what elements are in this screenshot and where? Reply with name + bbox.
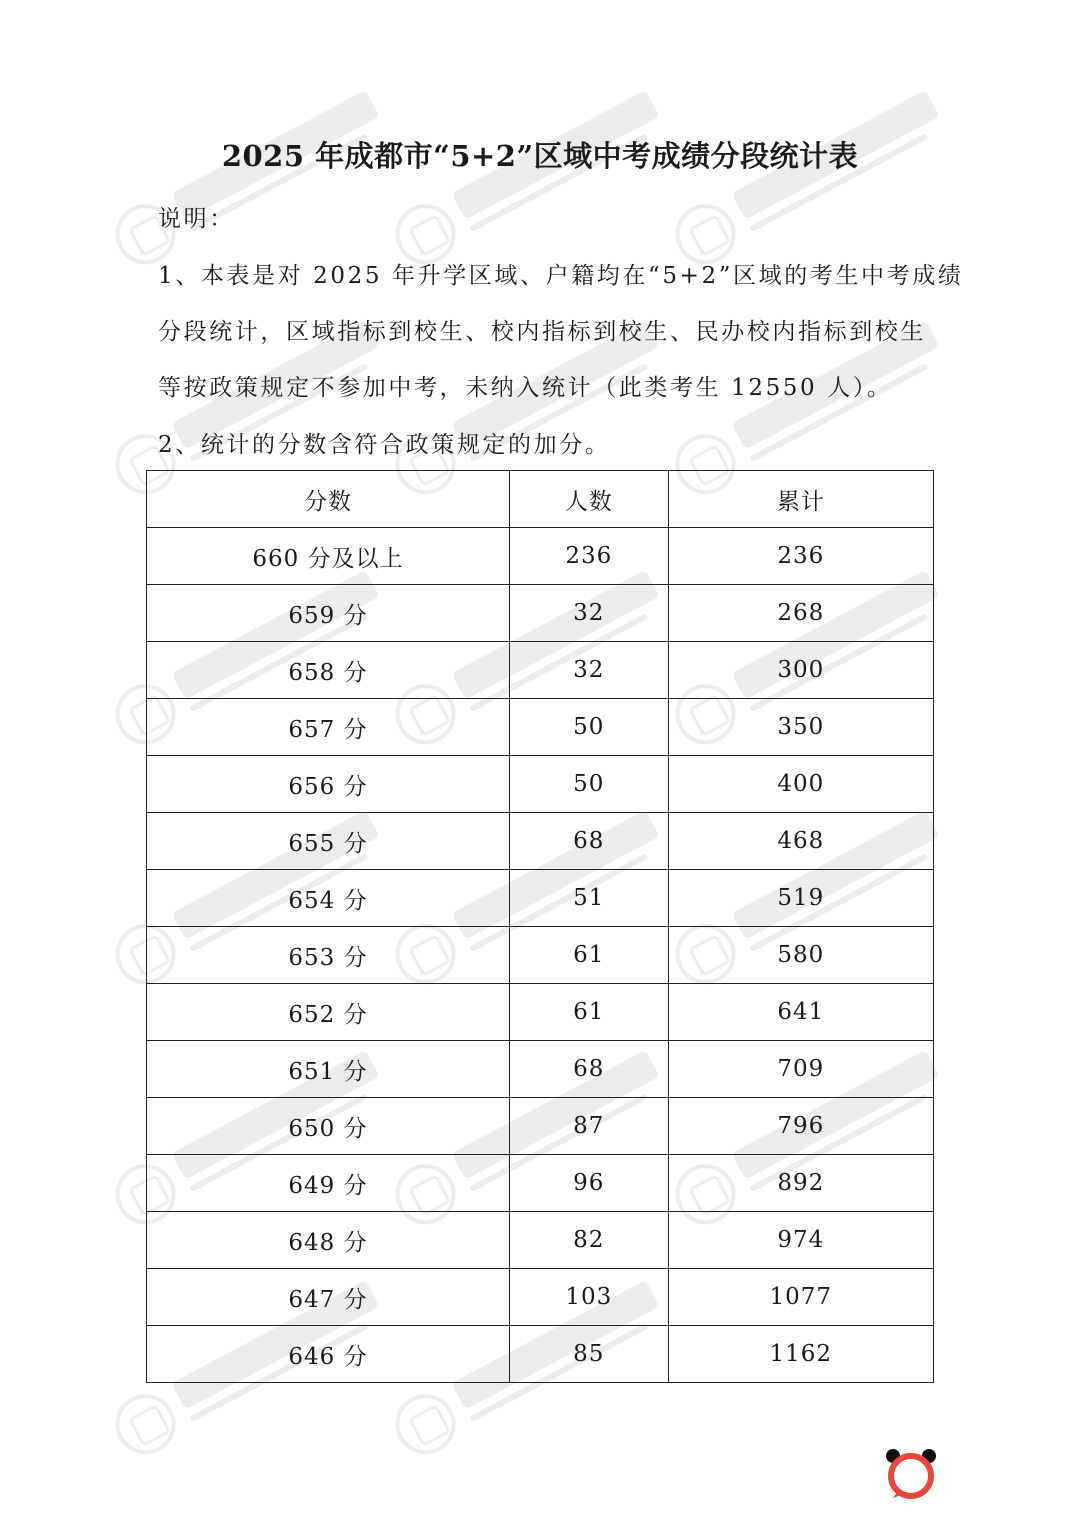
table-row [147, 984, 934, 1041]
note-line-3: 等按政策规定不参加中考，未纳入统计（此类考生 12550 人）。 [158, 375, 893, 401]
count-cell: 61 [509, 984, 668, 1041]
cumulative-cell: 300 [668, 642, 933, 699]
cumulative-cell: 268 [668, 585, 933, 642]
cumulative-cell: 1077 [668, 1269, 933, 1326]
count-cell: 68 [509, 1041, 668, 1098]
app-logo-icon [884, 1447, 938, 1501]
count-cell: 32 [509, 642, 668, 699]
count-cell: 96 [509, 1155, 668, 1212]
count-cell: 82 [509, 1212, 668, 1269]
note-line-4: 2、统计的分数含符合政策规定的加分。 [158, 432, 611, 458]
cumulative-cell: 974 [668, 1212, 933, 1269]
count-cell: 61 [509, 927, 668, 984]
header-cumulative: 累计 [668, 471, 933, 528]
count-cell: 50 [509, 756, 668, 813]
table-header-row [147, 471, 934, 528]
document-title: 2025 年成都市“5+2”区域中考成绩分段统计表 [221, 139, 859, 173]
score-cell: 651 分 [147, 1041, 510, 1098]
score-distribution-table [146, 470, 934, 1383]
cumulative-cell: 519 [668, 870, 933, 927]
cumulative-cell: 641 [668, 984, 933, 1041]
count-cell: 68 [509, 813, 668, 870]
cumulative-cell: 468 [668, 813, 933, 870]
cumulative-cell: 892 [668, 1155, 933, 1212]
header-score: 分数 [147, 471, 510, 528]
cumulative-cell: 350 [668, 699, 933, 756]
score-cell: 658 分 [147, 642, 510, 699]
score-cell: 659 分 [147, 585, 510, 642]
count-cell: 51 [509, 870, 668, 927]
count-cell: 236 [509, 528, 668, 585]
table-row [147, 1212, 934, 1269]
score-cell: 648 分 [147, 1212, 510, 1269]
score-cell: 654 分 [147, 870, 510, 927]
score-cell: 657 分 [147, 699, 510, 756]
score-cell: 649 分 [147, 1155, 510, 1212]
count-cell: 50 [509, 699, 668, 756]
score-cell: 653 分 [147, 927, 510, 984]
table-row [147, 813, 934, 870]
cumulative-cell: 709 [668, 1041, 933, 1098]
score-cell: 656 分 [147, 756, 510, 813]
table-row [147, 642, 934, 699]
table-row [147, 756, 934, 813]
score-cell: 646 分 [147, 1326, 510, 1383]
cumulative-cell: 580 [668, 927, 933, 984]
table-row [147, 1155, 934, 1212]
cumulative-cell: 236 [668, 528, 933, 585]
count-cell: 103 [509, 1269, 668, 1326]
table-row [147, 1098, 934, 1155]
table-row [147, 1326, 934, 1383]
score-cell: 660 分及以上 [147, 528, 510, 585]
table-row [147, 1269, 934, 1326]
cumulative-cell: 796 [668, 1098, 933, 1155]
notes-heading: 说明： [158, 206, 235, 232]
table-row [147, 1041, 934, 1098]
table-row [147, 528, 934, 585]
cumulative-cell: 400 [668, 756, 933, 813]
count-cell: 85 [509, 1326, 668, 1383]
cumulative-cell: 1162 [668, 1326, 933, 1383]
table-row [147, 870, 934, 927]
table-row [147, 585, 934, 642]
count-cell: 32 [509, 585, 668, 642]
score-cell: 655 分 [147, 813, 510, 870]
score-cell: 652 分 [147, 984, 510, 1041]
table-row [147, 699, 934, 756]
score-cell: 650 分 [147, 1098, 510, 1155]
header-count: 人数 [509, 471, 668, 528]
note-line-1: 1、本表是对 2025 年升学区域、户籍均在“5+2”区域的考生中考成绩 [158, 263, 964, 289]
score-cell: 647 分 [147, 1269, 510, 1326]
table-row [147, 927, 934, 984]
count-cell: 87 [509, 1098, 668, 1155]
note-line-2: 分段统计，区域指标到校生、校内指标到校生、民办校内指标到校生 [158, 319, 926, 345]
